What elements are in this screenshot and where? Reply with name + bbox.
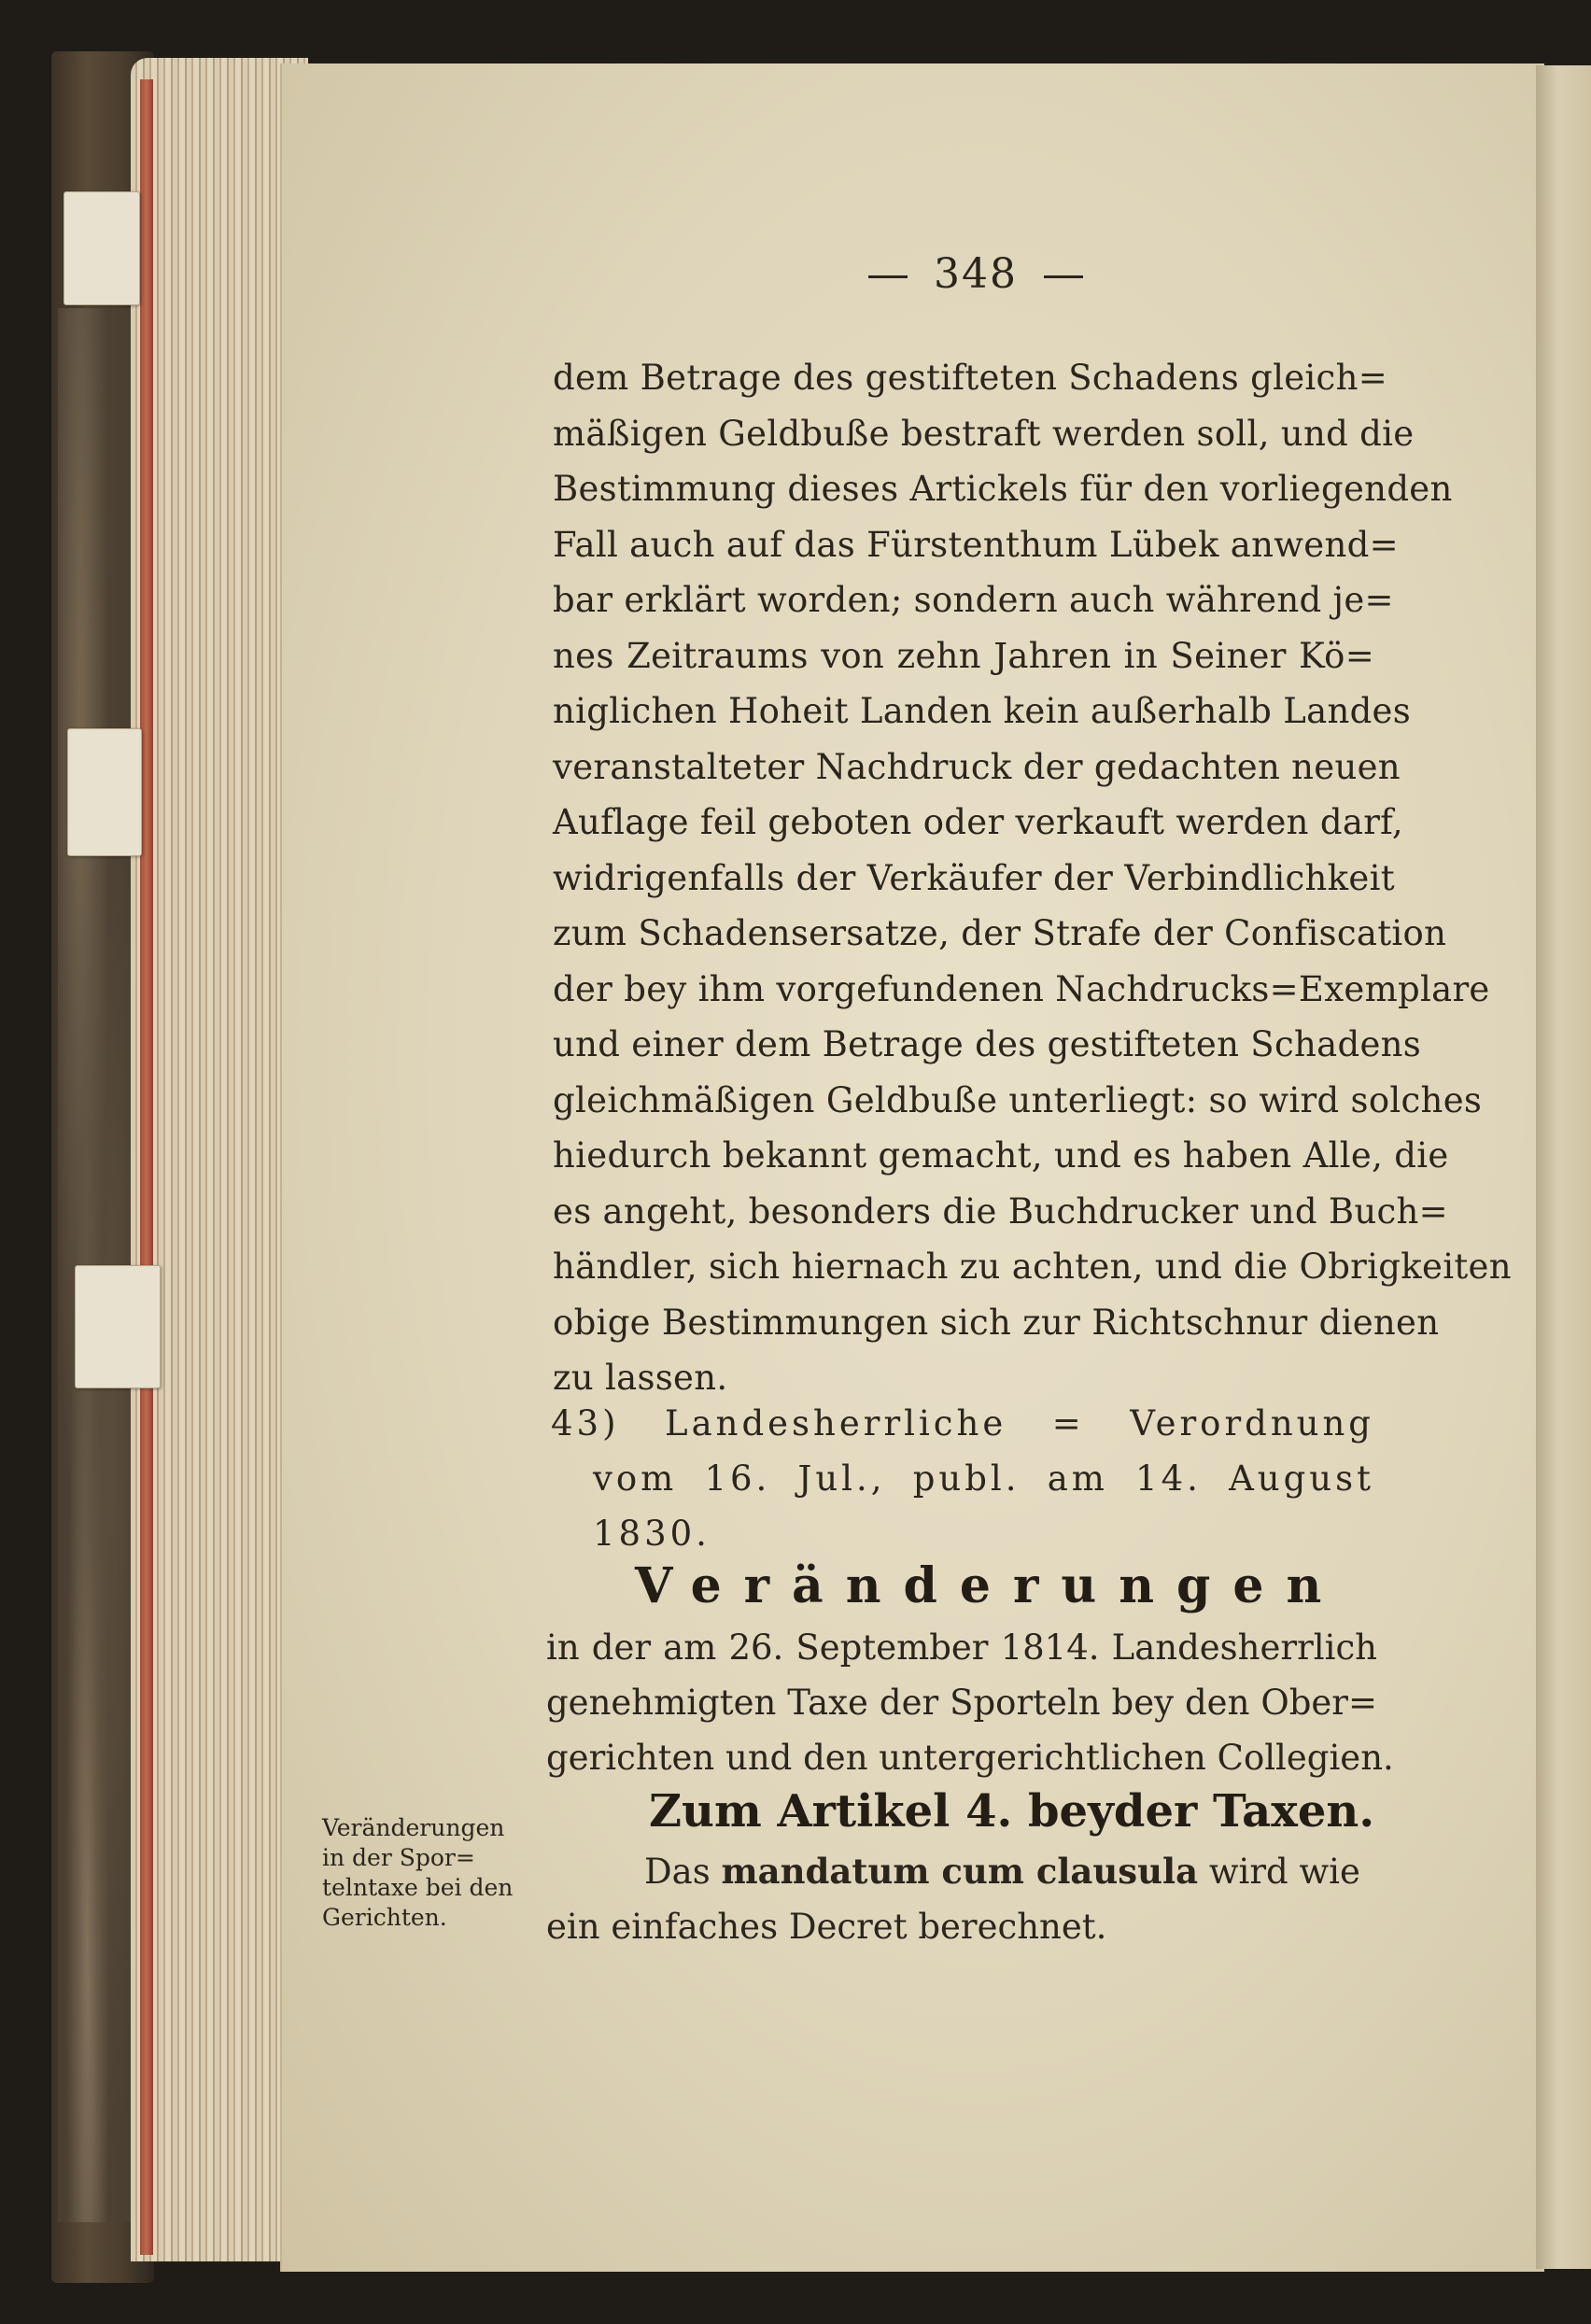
text-line: händler, sich hiernach zu achten, und die Obrigkeiten — [553, 1247, 1512, 1287]
text-line: bar erklärt worden; sondern auch während je= — [553, 580, 1394, 620]
text-line: es angeht, besonders die Buchdrucker und Buch= — [553, 1190, 1448, 1232]
paper-tab — [75, 1265, 161, 1388]
latin-phrase: mandatum cum clausula — [721, 1851, 1199, 1892]
text-line: dem Betrage des gestifteten Schadens gleich= — [553, 358, 1388, 398]
marginal-note-line: Veränderungen — [322, 1814, 505, 1841]
text-line: und einer dem Betrage des gestifteten Schadens — [553, 1024, 1422, 1064]
marginal-note-line: telntaxe bei den — [322, 1874, 514, 1901]
marginal-note — [322, 1813, 537, 1933]
article-text — [546, 1844, 1377, 1954]
article-word: Das — [644, 1852, 711, 1892]
header-dash-right — [1044, 275, 1083, 278]
paper-tab — [63, 191, 140, 305]
body-text — [553, 350, 1512, 1406]
text-line: hiedurch bekannt gemacht, und es haben Alle, die — [553, 1135, 1449, 1176]
marginal-note-line: Gerichten. — [322, 1904, 447, 1931]
subtitle-line: gerichten und den untergerichtlichen Collegien. — [546, 1738, 1394, 1778]
ordinance-year: 1830. — [593, 1514, 711, 1554]
next-page-edge — [1536, 65, 1591, 2269]
article-line — [546, 1844, 1377, 1899]
subtitle-line: genehmigten Taxe der Sporteln bey den Ober= — [546, 1683, 1377, 1723]
text-line: gleichmäßigen Geldbuße unterliegt: so wird solches — [553, 1079, 1483, 1120]
article-line: ein einfaches Decret berechnet. — [546, 1907, 1107, 1947]
article-heading: Zum Artikel 4. beyder Taxen. — [649, 1785, 1375, 1838]
text-line: Bestimmung dieses Artickels für den vorliegenden — [553, 469, 1453, 509]
page-number: 348 — [934, 250, 1018, 298]
ordinance-title: 43) Landesherrliche = Verordnung — [551, 1403, 1374, 1444]
text-line: zu lassen. — [553, 1358, 728, 1398]
text-line: nes Zeitraums von zehn Jahren in Seiner Kö= — [553, 635, 1374, 676]
heading-subtitle — [546, 1620, 1394, 1785]
red-page-edge — [140, 79, 153, 2255]
section-heading: Veränderungen — [635, 1557, 1345, 1614]
header-dash-left — [868, 275, 908, 278]
article-word: wird wie — [1208, 1852, 1360, 1892]
text-line: Fall auch auf das Fürstenthum Lübek anwend= — [553, 524, 1399, 565]
paper-tab — [67, 728, 142, 856]
subtitle-line: in der am 26. September 1814. Landesherrlich — [546, 1627, 1377, 1668]
text-line: obige Bestimmungen sich zur Richtschnur dienen — [553, 1302, 1440, 1343]
ordinance-date: vom 16. Jul., publ. am 14. August — [593, 1458, 1374, 1499]
text-line: Auflage feil geboten oder verkauft werden darf, — [553, 802, 1403, 842]
text-line: widrigenfalls der Verkäufer der Verbindlichkeit — [553, 857, 1395, 898]
text-line: mäßigen Geldbuße bestraft werden soll, und die — [553, 413, 1415, 454]
text-line: veranstalteter Nachdruck der gedachten neuen — [553, 746, 1401, 787]
ordinance-entry — [551, 1396, 1374, 1561]
text-line: niglichen Hoheit Landen kein außerhalb Landes — [553, 691, 1412, 731]
marginal-note-line: in der Spor= — [322, 1844, 475, 1871]
text-line: der bey ihm vorgefundenen Nachdrucks=Exemplare — [553, 968, 1490, 1009]
page-number-header — [836, 250, 1116, 298]
text-line: zum Schadensersatze, der Strafe der Confiscation — [553, 913, 1447, 953]
